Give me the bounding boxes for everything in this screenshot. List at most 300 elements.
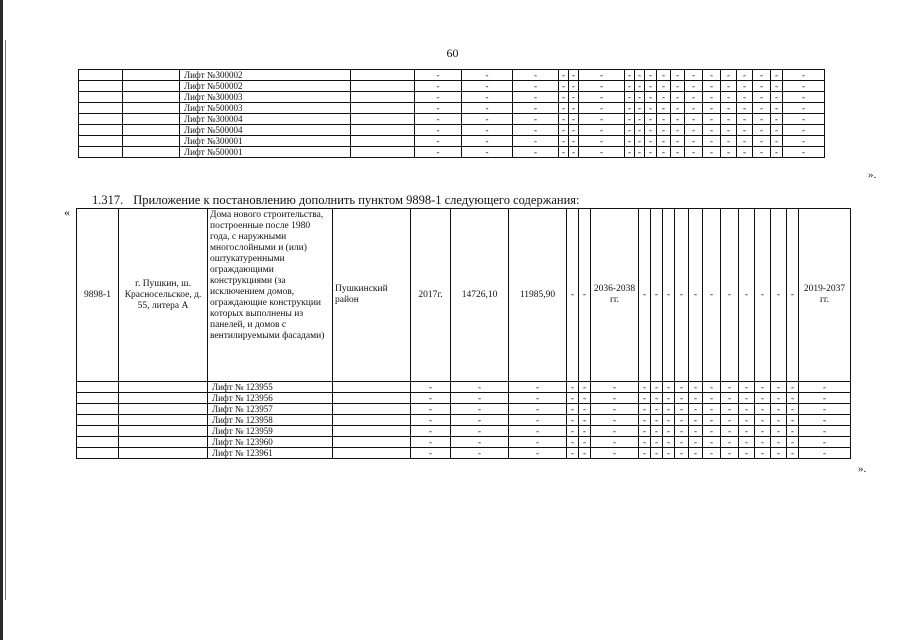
dash-cell: - [703,103,721,114]
empty-cell [77,448,119,459]
dash-cell: - [685,92,703,103]
dash-cell: - [462,81,513,92]
dash-cell: - [513,125,559,136]
dash-cell: - [685,125,703,136]
dash-cell: - [451,448,509,459]
lift-row [77,448,851,459]
dash-cell: - [411,415,451,426]
dash-cell: - [787,448,799,459]
dash-cell: - [737,70,753,81]
section-heading [92,193,580,208]
dash-cell: - [651,404,663,415]
lift-name: Лифт № 123956 [208,393,333,404]
empty-cell [79,136,123,147]
dash-cell: - [635,114,645,125]
dash-cell: - [753,147,771,158]
dash-cell: - [755,404,771,415]
total-area: 14726,10 [451,209,509,382]
empty-cell [119,448,208,459]
dash-cell: - [721,114,737,125]
dash-cell: - [411,426,451,437]
empty-cell [119,437,208,448]
dash-cell: - [579,125,625,136]
dash-cell: - [657,81,671,92]
dash-cell: - [639,209,651,382]
dash-cell: - [569,70,579,81]
empty-cell [79,114,123,125]
dash-cell: - [579,209,591,382]
dash-cell: - [635,136,645,147]
dash-cell: - [657,70,671,81]
dash-cell: - [415,70,462,81]
empty-cell [333,426,411,437]
dash-cell: - [689,209,703,382]
dash-cell: - [703,382,721,393]
dash-cell: - [739,448,755,459]
dash-cell: - [625,81,635,92]
dash-cell: - [771,136,783,147]
dash-cell: - [657,136,671,147]
dash-cell: - [509,404,567,415]
dash-cell: - [462,92,513,103]
dash-cell: - [685,114,703,125]
dash-cell: - [721,426,739,437]
dash-cell: - [625,103,635,114]
lift-row [77,415,851,426]
lift-row [79,103,825,114]
empty-cell [333,415,411,426]
lift-name: Лифт №500002 [180,81,351,92]
dash-cell: - [559,92,569,103]
dash-cell: - [663,426,675,437]
dash-cell: - [513,81,559,92]
empty-cell [77,404,119,415]
dash-cell: - [689,382,703,393]
dash-cell: - [771,81,783,92]
dash-cell: - [675,393,689,404]
empty-cell [119,382,208,393]
dash-cell: - [645,147,657,158]
dash-cell: - [591,448,639,459]
building-table-body [77,209,851,459]
dash-cell: - [639,404,651,415]
dash-cell: - [657,147,671,158]
lift-name: Лифт № 123960 [208,437,333,448]
empty-cell [351,147,415,158]
dash-cell: - [675,448,689,459]
lift-row [77,404,851,415]
dash-cell: - [651,393,663,404]
dash-cell: - [651,415,663,426]
dash-cell: - [671,103,685,114]
dash-cell: - [513,92,559,103]
dash-cell: - [737,103,753,114]
closing-quote-2: ». [858,463,867,475]
dash-cell: - [689,426,703,437]
dash-cell: - [721,92,737,103]
dash-cell: - [663,393,675,404]
empty-cell [79,70,123,81]
dash-cell: - [721,415,739,426]
lift-table-continued [78,69,825,158]
dash-cell: - [635,125,645,136]
dash-cell: - [462,114,513,125]
building-table [76,208,851,459]
dash-cell: - [645,103,657,114]
dash-cell: - [787,404,799,415]
dash-cell: - [509,415,567,426]
dash-cell: - [509,437,567,448]
dash-cell: - [645,70,657,81]
dash-cell: - [451,393,509,404]
dash-cell: - [591,437,639,448]
dash-cell: - [663,437,675,448]
dash-cell: - [411,404,451,415]
dash-cell: - [513,114,559,125]
dash-cell: - [579,448,591,459]
dash-cell: - [579,92,625,103]
dash-cell: - [739,382,755,393]
lift-row [77,393,851,404]
dash-cell: - [721,70,737,81]
dash-cell: - [625,147,635,158]
empty-cell [123,125,180,136]
dash-cell: - [671,92,685,103]
dash-cell: - [783,103,825,114]
dash-cell: - [771,103,783,114]
dash-cell: - [591,426,639,437]
empty-cell [119,404,208,415]
dash-cell: - [579,382,591,393]
dash-cell: - [579,426,591,437]
dash-cell: - [559,114,569,125]
dash-cell: - [771,415,787,426]
dash-cell: - [721,103,737,114]
lift-table-continued-body [79,70,825,158]
dash-cell: - [739,415,755,426]
lift-name: Лифт №300001 [180,136,351,147]
dash-cell: - [755,426,771,437]
dash-cell: - [451,382,509,393]
dash-cell: - [753,114,771,125]
dash-cell: - [787,382,799,393]
dash-cell: - [755,209,771,382]
dash-cell: - [689,437,703,448]
dash-cell: - [567,448,579,459]
lift-name: Лифт №500004 [180,125,351,136]
dash-cell: - [737,81,753,92]
dash-cell: - [703,136,721,147]
dash-cell: - [703,81,721,92]
dash-cell: - [415,114,462,125]
dash-cell: - [787,393,799,404]
dash-cell: - [671,70,685,81]
period-2: 2019-2037 гг. [799,209,851,382]
dash-cell: - [635,103,645,114]
dash-cell: - [579,393,591,404]
dash-cell: - [739,209,755,382]
dash-cell: - [579,114,625,125]
dash-cell: - [703,125,721,136]
dash-cell: - [753,70,771,81]
dash-cell: - [703,209,721,382]
dash-cell: - [771,92,783,103]
district: Пушкинский район [333,209,411,382]
dash-cell: - [703,437,721,448]
dash-cell: - [651,382,663,393]
dash-cell: - [639,393,651,404]
dash-cell: - [415,92,462,103]
empty-cell [333,382,411,393]
dash-cell: - [462,125,513,136]
dash-cell: - [739,426,755,437]
dash-cell: - [663,209,675,382]
lift-name: Лифт №300004 [180,114,351,125]
dash-cell: - [799,437,851,448]
dash-cell: - [415,136,462,147]
dash-cell: - [569,103,579,114]
dash-cell: - [569,147,579,158]
dash-cell: - [703,114,721,125]
empty-cell [79,147,123,158]
dash-cell: - [689,415,703,426]
empty-cell [119,426,208,437]
dash-cell: - [569,114,579,125]
dash-cell: - [799,415,851,426]
empty-cell [123,147,180,158]
dash-cell: - [625,125,635,136]
dash-cell: - [462,136,513,147]
dash-cell: - [739,393,755,404]
dash-cell: - [513,147,559,158]
dash-cell: - [721,147,737,158]
dash-cell: - [635,81,645,92]
dash-cell: - [671,114,685,125]
dash-cell: - [625,92,635,103]
dash-cell: - [567,393,579,404]
empty-cell [351,92,415,103]
dash-cell: - [625,70,635,81]
dash-cell: - [737,136,753,147]
dash-cell: - [721,209,739,382]
dash-cell: - [579,437,591,448]
dash-cell: - [739,437,755,448]
dash-cell: - [451,415,509,426]
dash-cell: - [559,125,569,136]
dash-cell: - [451,404,509,415]
empty-cell [79,103,123,114]
dash-cell: - [753,92,771,103]
dash-cell: - [513,103,559,114]
dash-cell: - [685,81,703,92]
dash-cell: - [675,426,689,437]
dash-cell: - [579,147,625,158]
dash-cell: - [462,147,513,158]
dash-cell: - [755,393,771,404]
dash-cell: - [509,382,567,393]
dash-cell: - [462,103,513,114]
empty-cell [79,81,123,92]
lift-row [77,426,851,437]
page-number: 60 [446,46,459,60]
lift-row [79,81,825,92]
dash-cell: - [787,415,799,426]
building-type: Дома нового строительства, построенные после 1980 года, с наружными многослойными и (или) оштукатуренными ограждающими конструкциями (за исключением домов, ограждающие конструкции которых выполнены из панелей, и домов с вентилируемыми фасадами) [208,209,333,382]
dash-cell: - [783,92,825,103]
dash-cell: - [591,393,639,404]
empty-cell [351,114,415,125]
dash-cell: - [645,92,657,103]
dash-cell: - [639,415,651,426]
empty-cell [333,393,411,404]
dash-cell: - [579,103,625,114]
dash-cell: - [509,393,567,404]
dash-cell: - [753,103,771,114]
empty-cell [333,448,411,459]
dash-cell: - [639,448,651,459]
dash-cell: - [675,209,689,382]
dash-cell: - [771,209,787,382]
lift-row [79,136,825,147]
dash-cell: - [651,448,663,459]
empty-cell [77,415,119,426]
dash-cell: - [703,147,721,158]
dash-cell: - [651,437,663,448]
dash-cell: - [675,404,689,415]
lift-row [79,92,825,103]
empty-cell [77,437,119,448]
closing-quote-1: ». [868,169,877,181]
dash-cell: - [411,437,451,448]
building-row [77,209,851,382]
dash-cell: - [591,415,639,426]
dash-cell: - [567,415,579,426]
commission-year: 2017г. [411,209,451,382]
dash-cell: - [663,382,675,393]
dash-cell: - [415,147,462,158]
dash-cell: - [783,136,825,147]
opening-quote: « [64,205,70,219]
dash-cell: - [799,382,851,393]
dash-cell: - [783,125,825,136]
dash-cell: - [657,125,671,136]
dash-cell: - [411,382,451,393]
empty-cell [351,136,415,147]
dash-cell: - [771,426,787,437]
dash-cell: - [685,147,703,158]
dash-cell: - [451,437,509,448]
dash-cell: - [771,382,787,393]
dash-cell: - [579,136,625,147]
dash-cell: - [411,393,451,404]
lift-name: Лифт №300003 [180,92,351,103]
empty-cell [77,426,119,437]
dash-cell: - [579,404,591,415]
dash-cell: - [645,125,657,136]
dash-cell: - [591,404,639,415]
dash-cell: - [771,125,783,136]
dash-cell: - [771,437,787,448]
dash-cell: - [755,415,771,426]
dash-cell: - [799,448,851,459]
dash-cell: - [411,448,451,459]
dash-cell: - [737,147,753,158]
dash-cell: - [787,426,799,437]
empty-cell [351,103,415,114]
dash-cell: - [579,70,625,81]
scan-edge [0,0,3,640]
dash-cell: - [737,92,753,103]
dash-cell: - [645,136,657,147]
dash-cell: - [703,426,721,437]
dash-cell: - [721,136,737,147]
dash-cell: - [671,136,685,147]
empty-cell [119,415,208,426]
dash-cell: - [753,125,771,136]
dash-cell: - [739,404,755,415]
dash-cell: - [559,70,569,81]
empty-cell [333,437,411,448]
dash-cell: - [569,92,579,103]
dash-cell: - [755,448,771,459]
dash-cell: - [703,70,721,81]
dash-cell: - [579,81,625,92]
dash-cell: - [569,125,579,136]
dash-cell: - [567,437,579,448]
dash-cell: - [783,81,825,92]
dash-cell: - [721,393,739,404]
dash-cell: - [675,382,689,393]
lift-name: Лифт № 123961 [208,448,333,459]
empty-cell [351,81,415,92]
dash-cell: - [567,382,579,393]
dash-cell: - [753,81,771,92]
dash-cell: - [451,426,509,437]
empty-cell [333,404,411,415]
dash-cell: - [635,92,645,103]
dash-cell: - [415,81,462,92]
lift-name: Лифт №500003 [180,103,351,114]
dash-cell: - [513,136,559,147]
dash-cell: - [783,114,825,125]
dash-cell: - [591,382,639,393]
dash-cell: - [639,437,651,448]
section-number: 1.317. [92,193,124,207]
dash-cell: - [721,448,739,459]
dash-cell: - [651,426,663,437]
empty-cell [79,92,123,103]
dash-cell: - [625,114,635,125]
dash-cell: - [771,114,783,125]
lift-name: Лифт № 123959 [208,426,333,437]
section-text: Приложение к постановлению дополнить пунктом 9898-1 следующего содержания: [133,193,580,207]
lift-name: Лифт № 123955 [208,382,333,393]
dash-cell: - [787,209,799,382]
dash-cell: - [783,147,825,158]
dash-cell: - [639,382,651,393]
dash-cell: - [567,426,579,437]
dash-cell: - [645,81,657,92]
dash-cell: - [689,448,703,459]
dash-cell: - [663,404,675,415]
dash-cell: - [559,81,569,92]
dash-cell: - [703,415,721,426]
empty-cell [123,136,180,147]
dash-cell: - [415,103,462,114]
dash-cell: - [567,404,579,415]
dash-cell: - [635,147,645,158]
empty-cell [79,125,123,136]
